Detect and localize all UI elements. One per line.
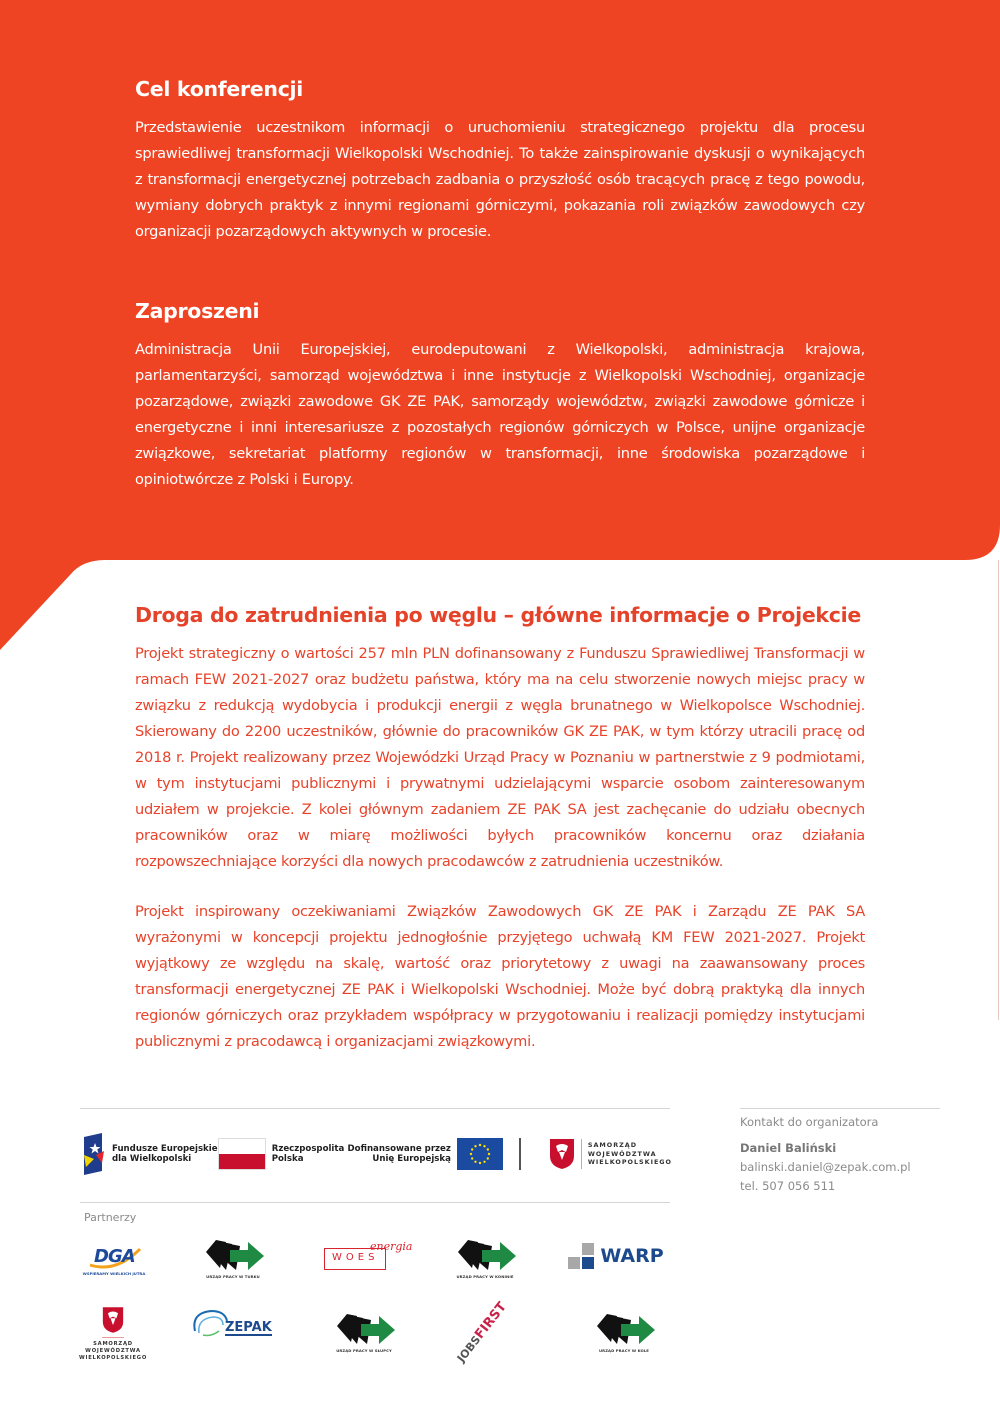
- sw-line2: WOJEWÓDZTWA: [587, 1149, 657, 1158]
- footer-divider-bottom: [80, 1202, 670, 1203]
- woes-wordmark: WOES: [332, 1252, 379, 1263]
- partner-urzad-pracy-kolo: [587, 1308, 661, 1356]
- section-body: Administracja Unii Europejskiej, eurodeputowani z Wielkopolski, administracja krajowa, parlamentarzyści, samorząd województwa i inne instytucje z Wielkopolski Wschodniej, organizacje pozarządowe, związki zawodowe GK ZE PAK, samorządy województw, związki zawodowe górnicze i energetyczne i inni interesariusze z pozostałych regionów górniczych w Polsce, unijne organizacje związkowe, sekretariat platformy regionów w transformacji, inne środowiska pozarządowe i opiniotwórcze z Polski i Europy.: [135, 341, 865, 488]
- urzad-pracy-arrow-icon: [591, 1312, 657, 1346]
- logo-samorzad-wojewodztwa: [549, 1138, 672, 1170]
- sw-line1: SAMORZĄD: [587, 1141, 638, 1150]
- section-projekt: [135, 603, 865, 1055]
- eagle-coat-of-arms-icon: [549, 1138, 575, 1170]
- urzad-pracy-label: URZĄD PRACY W KOLE: [599, 1347, 649, 1353]
- page-edge-rule: [998, 560, 999, 1020]
- dga-wordmark: DGA: [94, 1245, 135, 1267]
- contact-name: Daniel Baliński: [740, 1141, 837, 1155]
- section-zaproszeni: [135, 299, 865, 493]
- section-heading: Cel konferencji: [135, 77, 304, 101]
- fe-line1: Fundusze Europejskie: [112, 1143, 218, 1154]
- urzad-pracy-arrow-icon: [200, 1238, 266, 1272]
- eagle-coat-of-arms-icon: [102, 1306, 124, 1334]
- contact-divider: [740, 1108, 940, 1109]
- section-paragraph-2: Projekt inspirowany oczekiwaniami Związków Zawodowych GK ZE PAK i Zarządu ZE PAK SA wyrażonymi w koncepcji projektu jednogłośnie przyjętego uchwałą KM FEW 2021-2027. Projekt wyjątkowy ze względu na skalę, wartość oraz priorytetowy z uwagi na zaawansowany proces transformacji energetycznej ZE PAK i Wielkopolski Wschodniej. Może być dobrą praktyką dla innych regionów górniczych oraz przykładem współpracy w przygotowaniu i realizacji pomiędzy instytucjami publicznymi z pracodawcą i organizacjami związkowymi.: [135, 903, 865, 1050]
- sw-line3: WIELKOPOLSKIEGO: [78, 1355, 148, 1361]
- partner-warp: [568, 1240, 664, 1272]
- partners-label: Partnerzy: [84, 1211, 137, 1224]
- urzad-pracy-arrow-icon: [331, 1312, 397, 1346]
- urzad-pracy-arrow-icon: [452, 1238, 518, 1272]
- sw-line2: WOJEWÓDZTWA: [85, 1348, 141, 1354]
- contact-label: Kontakt do organizatora: [740, 1115, 879, 1129]
- urzad-pracy-label: URZĄD PRACY W KONINIE: [456, 1273, 514, 1279]
- partner-jobs-first: [450, 1299, 514, 1365]
- ue-line1: Dofinansowane przez: [347, 1143, 451, 1154]
- sw-line3: WIELKOPOLSKIEGO: [587, 1158, 672, 1167]
- logo-unia-europejska: [348, 1138, 505, 1170]
- dga-tagline: WSPIERAMY WIELKICH JUTRA: [82, 1270, 146, 1276]
- funding-logos: [82, 1130, 672, 1178]
- warp-wordmark: WARP: [600, 1245, 664, 1267]
- section-cel-konferencji: [135, 77, 865, 245]
- rp-line2: Polska: [271, 1154, 304, 1164]
- jobs-wordmark: JOBS: [454, 1332, 484, 1365]
- contact-email[interactable]: balinski.daniel@zepak.com.pl: [740, 1160, 911, 1174]
- fe-line2: dla Wielkopolski: [112, 1154, 192, 1164]
- contact-phone[interactable]: tel. 507 056 511: [740, 1179, 836, 1193]
- woes-energia-script: energia: [370, 1240, 413, 1253]
- footer-divider-top: [80, 1108, 670, 1109]
- section-heading: Droga do zatrudnienia po węglu – główne informacje o Projekcie: [135, 603, 861, 627]
- sw-divider: [581, 1139, 582, 1169]
- logo-rzeczpospolita: [218, 1138, 348, 1170]
- sw-line1: SAMORZĄD: [93, 1341, 133, 1347]
- contact-block: [740, 1115, 940, 1198]
- eu-flag-icon: [457, 1138, 503, 1170]
- logo-fundusze-europejskie: [82, 1133, 218, 1175]
- partner-woes: [320, 1238, 413, 1274]
- logo-separator: [519, 1138, 521, 1170]
- urzad-pracy-label: URZĄD PRACY W SŁUPCY: [336, 1347, 392, 1353]
- warp-squares-icon: [568, 1243, 596, 1269]
- sw-underline: [102, 1337, 124, 1338]
- partner-urzad-pracy-turek: [196, 1234, 270, 1282]
- section-body: Przedstawienie uczestnikom informacji o uruchomieniu strategicznego projektu dla procesu sprawiedliwej transformacji Wielkopolski Wschodniej. To także zainspirowanie dyskusji o wynikających z transformacji energetycznej potrzebach zadbania o przyszłość osób tracących pracę z tego powodu, wymiany dobrych praktyk z innymi regionami górniczymi, pokazania roli związków zawodowych czy organizacji pozarządowych aktywnych w procesie.: [135, 119, 865, 240]
- ue-line2: Unię Europejską: [372, 1154, 451, 1164]
- zepak-wordmark: ZEPAK: [225, 1320, 272, 1335]
- partner-zepak: [188, 1306, 278, 1342]
- partner-urzad-pracy-slupca: [327, 1308, 401, 1356]
- section-paragraph-1: Projekt strategiczny o wartości 257 mln PLN dofinansowany z Funduszu Sprawiedliwej Transformacji w ramach FEW 2021-2027 oraz budżetu państwa, który ma na celu stworzenie nowych miejsc pracy w związku z redukcją wydobycia i produkcji energii z węgla brunatnego w Wielkopolsce Wschodniej. Skierowany do 2200 uczestników, głównie do pracowników GK ZE PAK, w tym którzy utracili pracę od 2018 r. Projekt realizowany przez Wojewódzki Urząd Pracy w Poznaniu w partnerstwie z 9 podmiotami, w tym instytucjami publicznymi i prywatnymi udzielającymi wsparcie osobom zainteresowanym udziałem w projekcie. Z kolei głównym zadaniem ZE PAK SA jest zachęcanie do udziału obecnych pracowników oraz w miarę możliwości byłych pracowników koncernu oraz działania rozpowszechniające korzyści dla nowych pracodawców z zatrudnienia uczestników.: [135, 645, 865, 870]
- section-heading: Zaproszeni: [135, 299, 260, 323]
- partner-urzad-pracy-konin: [448, 1234, 522, 1282]
- fe-star-icon: [82, 1133, 106, 1175]
- first-wordmark: FIRST: [472, 1299, 510, 1342]
- partner-dga: [82, 1240, 146, 1280]
- polish-flag-icon: [218, 1138, 266, 1170]
- urzad-pracy-label: URZĄD PRACY W TURKU: [206, 1273, 260, 1279]
- partner-samorzad-wojewodztwa: [80, 1303, 146, 1365]
- rp-line1: Rzeczpospolita: [271, 1143, 345, 1154]
